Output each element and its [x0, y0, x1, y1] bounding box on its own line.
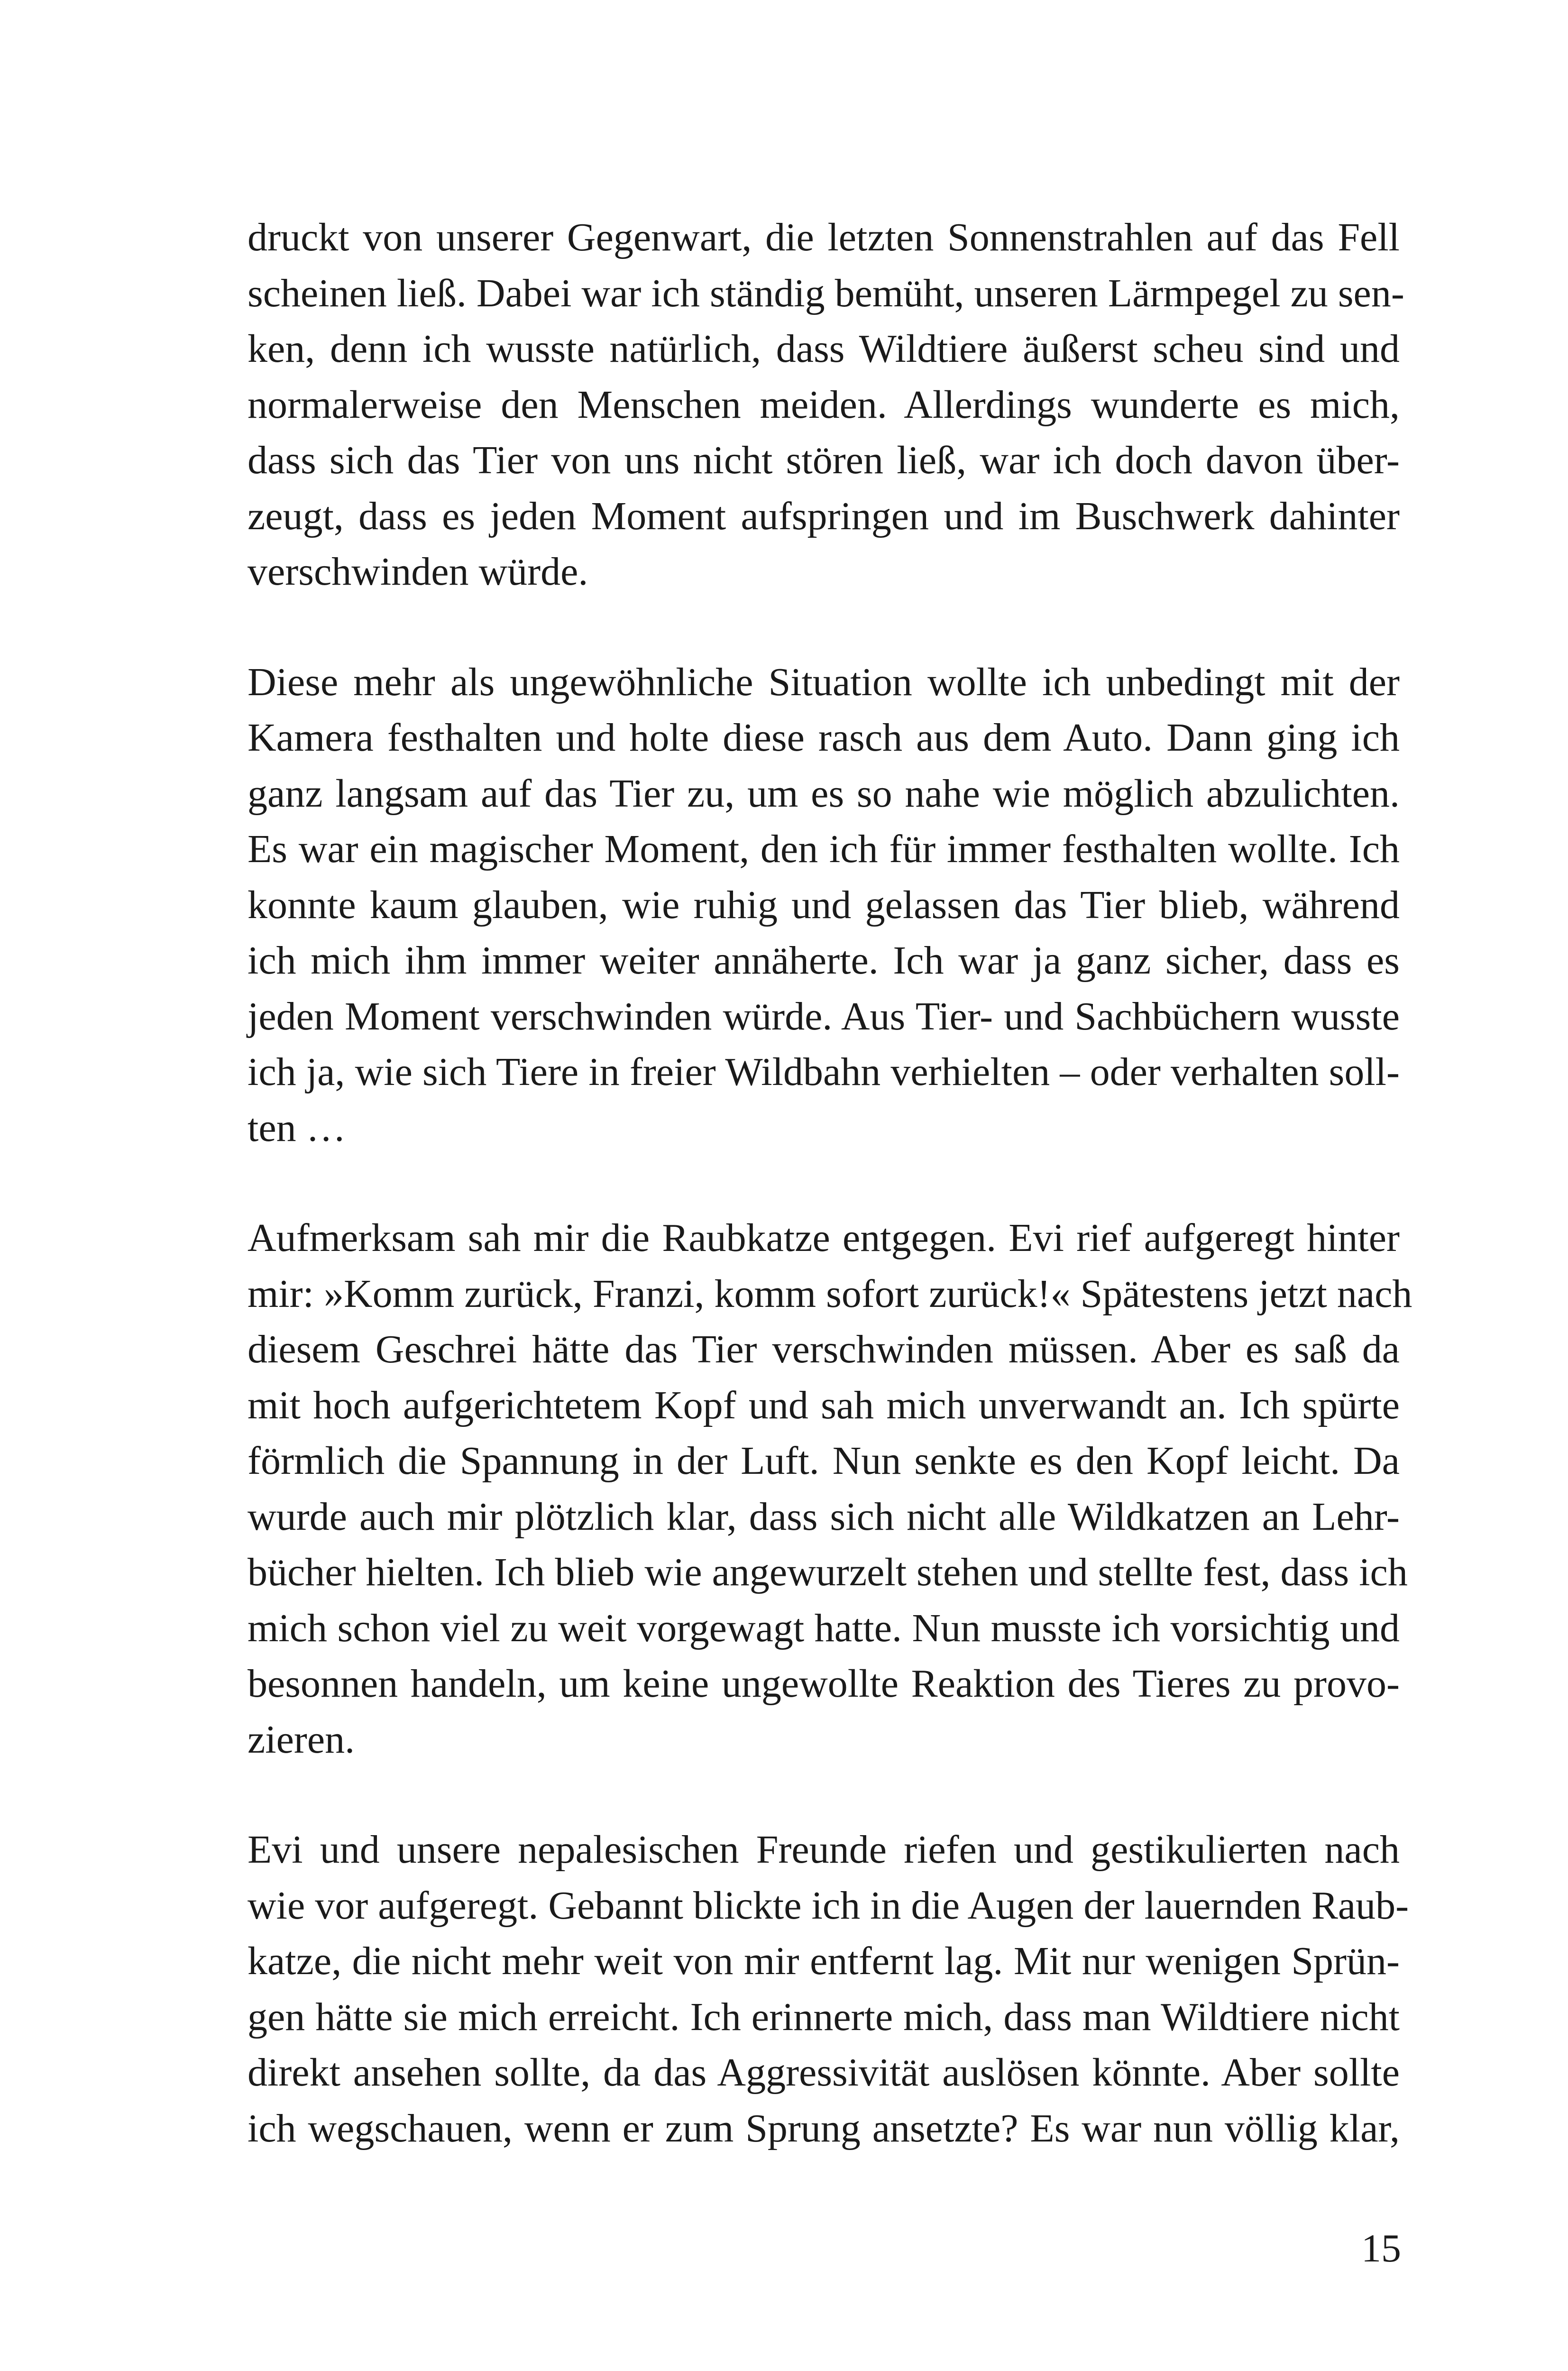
text-line: besonnen handeln, um keine ungewollte Reaktion des Tieres zu provo-: [248, 1662, 1400, 1706]
text-line: ich wegschauen, wenn er zum Sprung ansetzte? Es war nun völlig klar,: [248, 2106, 1400, 2150]
text-line: ganz langsam auf das Tier zu, um es so nahe wie möglich abzulichten.: [248, 771, 1400, 816]
text-line: katze, die nicht mehr weit von mir entfernt lag. Mit nur wenigen Sprün-: [248, 1939, 1400, 1983]
text-line: mich schon viel zu weit vorgewagt hatte. Nun musste ich vorsichtig und: [248, 1606, 1400, 1650]
text-line: Kamera festhalten und holte diese rasch aus dem Auto. Dann ging ich: [248, 716, 1400, 760]
text-line: zeugt, dass es jeden Moment aufspringen und im Buschwerk dahinter: [248, 494, 1400, 538]
text-line: ken, denn ich wusste natürlich, dass Wildtiere äußerst scheu sind und: [248, 327, 1400, 371]
page-number: 15: [1361, 2226, 1401, 2270]
text-line: Aufmerksam sah mir die Raubkatze entgegen. Evi rief aufgeregt hinter: [248, 1216, 1400, 1260]
text-line: ten …: [248, 1105, 346, 1150]
paragraph: [248, 654, 1400, 1156]
body-text: [248, 210, 1412, 2211]
paragraph: [248, 1210, 1412, 1767]
text-line: dass sich das Tier von uns nicht stören ließ, war ich doch davon über-: [248, 438, 1400, 482]
text-line: wurde auch mir plötzlich klar, dass sich nicht alle Wildkatzen an Lehr-: [248, 1494, 1400, 1539]
text-line: bücher hielten. Ich blieb wie angewurzelt stehen und stellte fest, dass ich: [248, 1550, 1408, 1594]
text-line: ich ja, wie sich Tiere in freier Wildbahn verhielten – oder verhalten soll-: [248, 1050, 1400, 1094]
text-line: mir: »Komm zurück, Franzi, komm sofort zurück!« Spätestens jetzt nach: [248, 1271, 1412, 1316]
text-line: scheinen ließ. Dabei war ich ständig bemüht, unseren Lärmpegel zu sen-: [248, 271, 1404, 315]
paragraph: [248, 210, 1404, 600]
text-line: Es war ein magischer Moment, den ich für immer festhalten wollte. Ich: [248, 827, 1400, 871]
text-line: ich mich ihm immer weiter annäherte. Ich war ja ganz sicher, dass es: [248, 938, 1400, 983]
text-line: verschwinden würde.: [248, 550, 588, 594]
text-line: zieren.: [248, 1717, 355, 1762]
paragraph: [248, 1822, 1409, 2156]
text-line: mit hoch aufgerichtetem Kopf und sah mich unverwandt an. Ich spürte: [248, 1383, 1400, 1427]
text-line: druckt von unserer Gegenwart, die letzten Sonnenstrahlen auf das Fell: [248, 215, 1400, 259]
text-line: direkt ansehen sollte, da das Aggressivität auslösen könnte. Aber sollte: [248, 2050, 1400, 2095]
text-line: wie vor aufgeregt. Gebannt blickte ich in die Augen der lauernden Raub-: [248, 1883, 1409, 1928]
text-line: förmlich die Spannung in der Luft. Nun senkte es den Kopf leicht. Da: [248, 1439, 1400, 1483]
text-line: jeden Moment verschwinden würde. Aus Tier- und Sachbüchern wusste: [248, 994, 1400, 1038]
text-line: konnte kaum glauben, wie ruhig und gelassen das Tier blieb, während: [248, 882, 1400, 927]
text-line: normalerweise den Menschen meiden. Allerdings wunderte es mich,: [248, 382, 1400, 427]
text-line: diesem Geschrei hätte das Tier verschwinden müssen. Aber es saß da: [248, 1327, 1400, 1371]
text-line: gen hätte sie mich erreicht. Ich erinnerte mich, dass man Wildtiere nicht: [248, 1994, 1400, 2039]
text-line: Evi und unsere nepalesischen Freunde riefen und gestikulierten nach: [248, 1828, 1400, 1872]
text-line: Diese mehr als ungewöhnliche Situation wollte ich unbedingt mit der: [248, 660, 1400, 704]
